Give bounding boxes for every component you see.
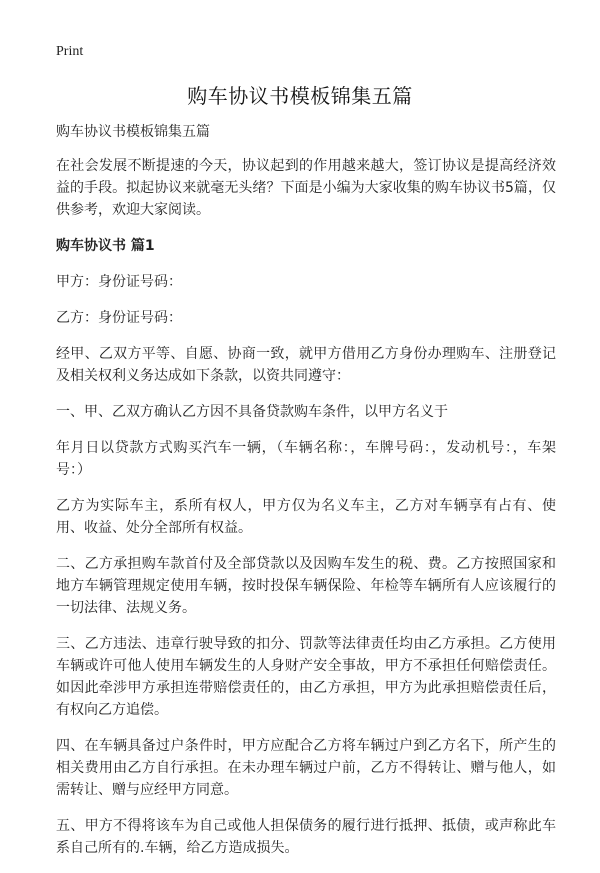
intro-paragraph: 在社会发展不断提速的今天，协议起到的作用越来越大，签订协议是提高经济效益的手段。拟起协议来就毫无头绪？下面是小编为大家收集的购车协议书5篇，仅供参考，欢迎大家阅读。 — [56, 158, 556, 218]
document-body — [56, 121, 556, 873]
section-heading: 购车协议书 篇1 — [56, 238, 155, 254]
ownership-paragraph: 乙方为实际车主，系所有权人，甲方仅为名义车主，乙方对车辆享有占有、使用、收益、处分全部所有权益。 — [56, 498, 556, 536]
clause-4-paragraph: 四、在车辆具备过户条件时，甲方应配合乙方将车辆过户到乙方名下，所产生的相关费用由乙方自行承担。在未办理车辆过户前，乙方不得转让、赠与他人，如需转让、赠与应经甲方同意。 — [56, 738, 556, 798]
document-subtitle: 购车协议书模板锦集五篇 — [56, 124, 210, 140]
print-link[interactable]: Print — [56, 44, 84, 59]
vehicle-info-paragraph: 年月日以贷款方式购买汽车一辆，（车辆名称：，车牌号码：，发动机号：，车架号：） — [56, 440, 556, 478]
clause-3-paragraph: 三、乙方违法、违章行驶导致的扣分、罚款等法律责任均由乙方承担。乙方使用车辆或许可他人使用车辆发生的人身财产安全事故，甲方不承担任何赔偿责任。如因此牵涉甲方承担连带赔偿责任的，由乙方承担，甲方为此承担赔偿责任后，有权向乙方追偿。 — [56, 636, 556, 718]
party-b-line: 乙方：身份证号码： — [56, 310, 182, 326]
party-a-line: 甲方：身份证号码： — [56, 274, 182, 290]
document-title: 购车协议书模板锦集五篇 — [187, 84, 413, 108]
clause-2-paragraph: 二、乙方承担购车款首付及全部贷款以及因购车发生的税、费。乙方按照国家和地方车辆管理规定使用车辆，按时投保车辆保险、年检等车辆所有人应该履行的一切法律、法规义务。 — [56, 556, 556, 616]
clause-5-paragraph: 五、甲方不得将该车为自己或他人担保债务的履行进行抵押、抵债，或声称此车系自己所有的.车辆，给乙方造成损失。 — [56, 818, 556, 856]
preamble-paragraph: 经甲、乙双方平等、自愿、协商一致，就甲方借用乙方身份办理购车、注册登记及相关权利义务达成如下条款，以资共同遵守： — [56, 346, 556, 384]
clause-1-paragraph: 一、甲、乙双方确认乙方因不具备贷款购车条件，以甲方名义于 — [56, 404, 448, 420]
